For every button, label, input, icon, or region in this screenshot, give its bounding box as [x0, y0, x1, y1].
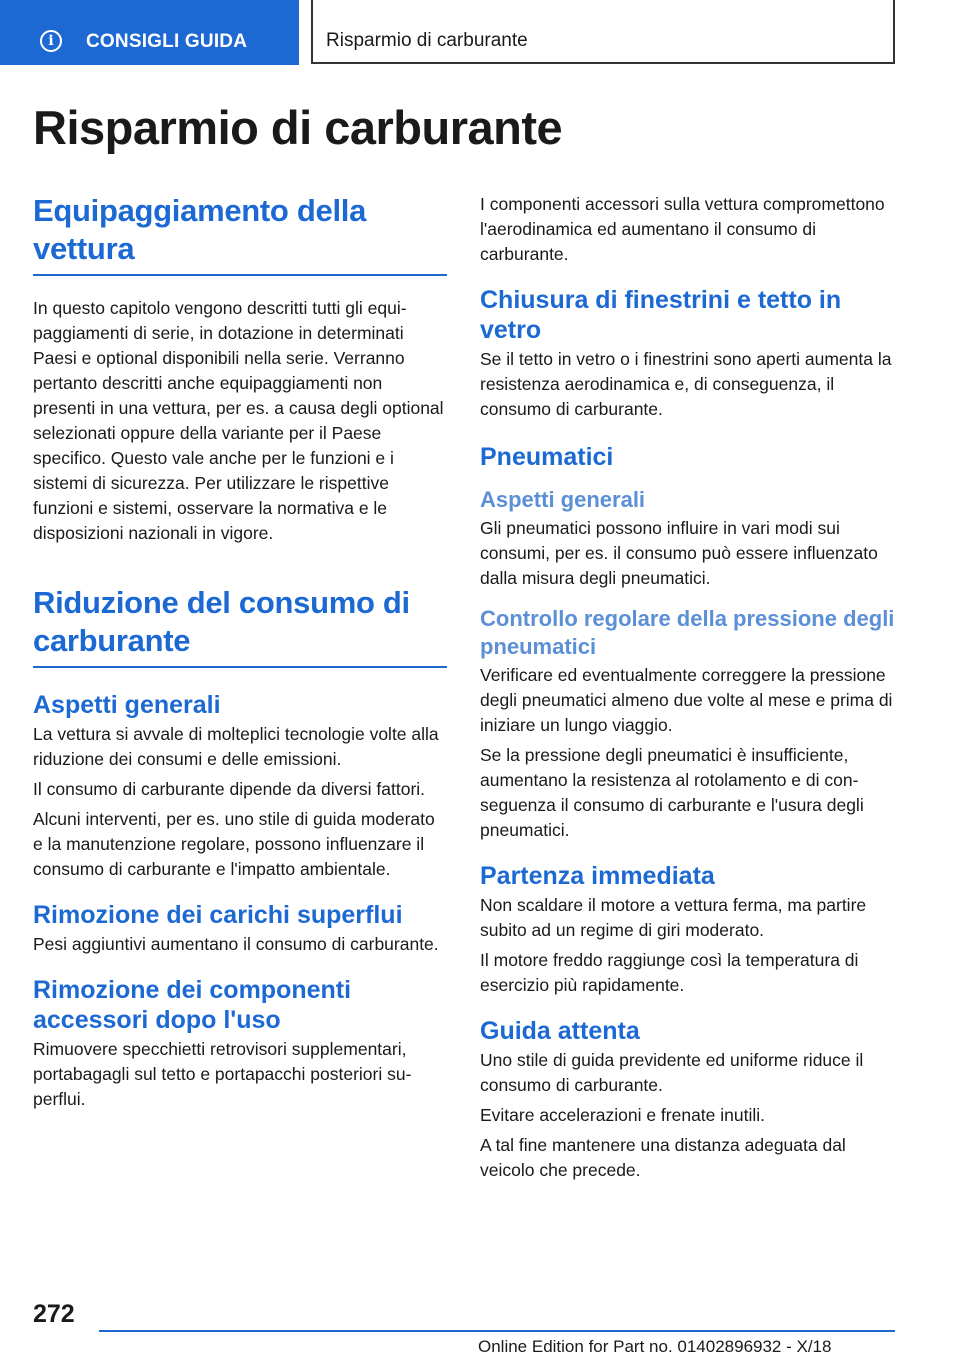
paragraph-partenza-2: Il motore freddo raggiunge così la temperatura di esercizio più rapidamente.: [480, 950, 859, 995]
heading-equipaggiamento: Equipaggiamento della vettura: [33, 192, 447, 276]
footer-edition: Online Edition for Part no. 01402896932 - X/18: [478, 1337, 832, 1356]
breadcrumb-text: Risparmio di carburante: [326, 30, 528, 51]
left-column: [33, 192, 447, 1112]
heading-aspetti-generali: Aspetti generali: [33, 691, 221, 719]
heading-controllo-pressione: Controllo regolare della pressione degli pneumatici: [480, 606, 895, 659]
paragraph-carichi: Pesi aggiuntivi aumentano il consumo di carburante.: [33, 934, 439, 954]
paragraph-aspetti-1: La vettura si avvale di molteplici tecnologie volte alla riduzione dei consumi e delle emissioni.: [33, 724, 439, 769]
paragraph-controllo-2: Se la pressione degli pneumatici è insufficiente, aumentano la resistenza al rotolamento e di conseguenza il consumo di carburante e l'usura degli pneumatici.: [480, 745, 864, 840]
paragraph-partenza-1: Non scaldare il motore a vettura ferma, ma partire subito ad un regime di giri moderato.: [480, 895, 867, 940]
paragraph-controllo-1: Verificare ed eventualmente correggere la pressione degli pneumatici almeno due volte al mese e prima di iniziare un lungo viaggio.: [480, 665, 893, 735]
paragraph-guida-1: Uno stile di guida previdente ed uniforme riduce il consumo di carburante.: [480, 1050, 864, 1095]
heading-carichi-superflui: Rimozione dei carichi superflui: [33, 901, 403, 929]
paragraph-aspetti-2: Il consumo di carburante dipende da diversi fattori.: [33, 779, 426, 799]
heading-pneumatici: Pneumatici: [480, 443, 614, 471]
paragraph-equipaggiamento: In questo capitolo vengono descritti tutti gli equipaggiamenti di serie, in dotazione in determinati Paesi e optional disponibili nella serie. Verranno pertanto descritti anche equipaggiamenti non presenti in una vettura, per es. a causa degli optional selezionati oppure della variante per il Paese specifico. Questo vale anche per le funzioni e i sistemi di sicurezza. Per utilizzare le rispettive funzioni e sistemi, osservare la normativa e le disposizioni nazionali in vigore.: [33, 298, 444, 543]
right-column: [480, 192, 896, 1183]
paragraph-aspetti-3: Alcuni interventi, per es. uno stile di guida moderato e la manutenzione regolare, possono influenzare il consumo di carburante e l'impatto ambientale.: [33, 809, 435, 879]
heading-guida-attenta: Guida attenta: [480, 1017, 640, 1045]
paragraph-chiusura: Se il tetto in vetro o i finestrini sono aperti aumenta la resistenza aerodinamica e, di conseguenza, il consumo di carburante.: [480, 349, 892, 419]
heading-chiusura-finestrini: Chiusura di finestrini e tetto in vetro: [480, 286, 842, 344]
breadcrumb: [311, 0, 895, 64]
heading-pneumatici-aspetti: Aspetti generali: [480, 487, 646, 512]
section-tab[interactable]: [0, 0, 299, 65]
heading-riduzione-consumo: Riduzione del consumo di carburante: [33, 584, 447, 668]
paragraph-guida-3: A tal fine mantenere una distanza adeguata dal veicolo che precede.: [480, 1135, 846, 1180]
page-title: Risparmio di carburante: [33, 101, 563, 154]
info-icon: i: [40, 30, 62, 52]
footer-divider: [99, 1330, 895, 1332]
paragraph-guida-2: Evitare accelerazioni e frenate inutili.: [480, 1105, 766, 1125]
paragraph-intro: I componenti accessori sulla vettura compromettono l'aerodinamica ed aumentano il consumo di carburante.: [480, 194, 885, 264]
paragraph-componenti: Rimuovere specchietti retrovisori supplementari, portabagagli sul tetto e portapacchi posteriori superflui.: [33, 1039, 412, 1109]
paragraph-pneumatici-aspetti: Gli pneumatici possono influire in vari modi sui consumi, per es. il consumo può essere influenzato dalla misura degli pneumatici.: [480, 518, 878, 588]
page-number: 272: [33, 1300, 75, 1328]
section-tab-label: CONSIGLI GUIDA: [86, 31, 248, 52]
heading-partenza-immediata: Partenza immediata: [480, 862, 715, 890]
heading-componenti-accessori: Rimozione dei componenti accessori dopo l'uso: [33, 976, 352, 1034]
